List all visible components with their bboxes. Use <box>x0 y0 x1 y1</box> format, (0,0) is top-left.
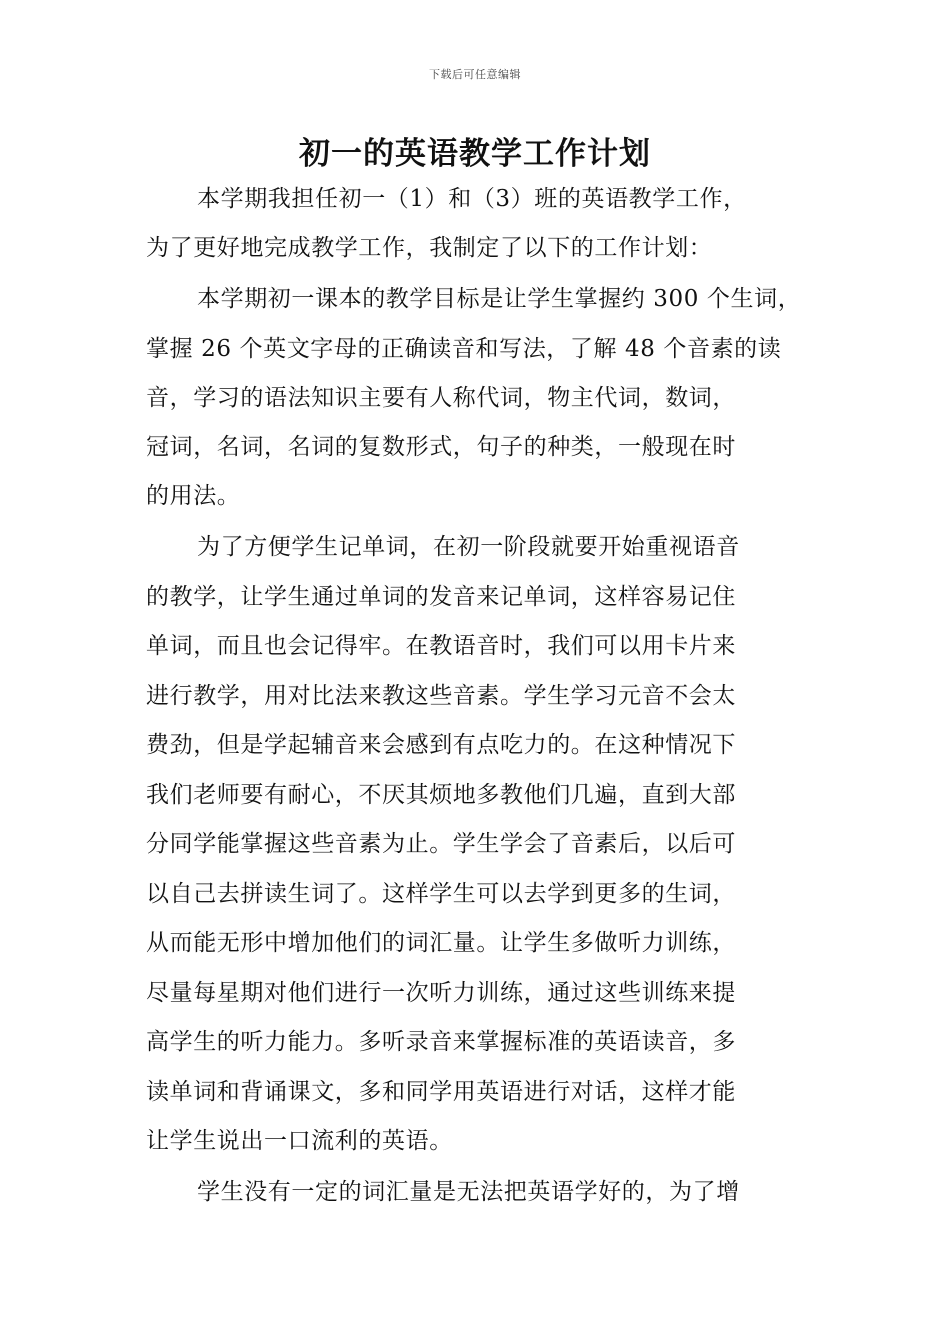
body-line: 尽量每星期对他们进行一次听力训练，通过这些训练来提 <box>146 980 736 1006</box>
body-line: 分同学能掌握这些音素为止。学生学会了音素后，以后可 <box>146 831 736 857</box>
body-line: 读单词和背诵课文，多和同学用英语进行对话，这样才能 <box>146 1079 736 1105</box>
body-line: 掌握 26 个英文字母的正确读音和写法，了解 48 个音素的读 <box>146 336 782 362</box>
body-line: 高学生的听力能力。多听录音来掌握标准的英语读音，多 <box>146 1029 736 1055</box>
body-line: 以自己去拼读生词了。这样学生可以去学到更多的生词， <box>146 881 736 907</box>
body-line: 单词，而且也会记得牢。在教语音时，我们可以用卡片来 <box>146 633 736 659</box>
document-title: 初一的英语教学工作计划 <box>299 136 651 172</box>
body-line: 让学生说出一口流利的英语。 <box>146 1128 453 1154</box>
body-line: 的教学，让学生通过单词的发音来记单词，这样容易记住 <box>146 584 736 610</box>
body-line: 为了更好地完成教学工作，我制定了以下的工作计划： <box>146 235 713 261</box>
body-line: 的用法。 <box>146 483 241 509</box>
body-line: 本学期我担任初一（1）和（3）班的英语教学工作， <box>197 186 747 212</box>
body-line: 从而能无形中增加他们的词汇量。让学生多做听力训练， <box>146 930 736 956</box>
body-line: 音，学习的语法知识主要有人称代词，物主代词，数词， <box>146 385 736 411</box>
body-line: 本学期初一课本的教学目标是让学生掌握约 300 个生词， <box>197 286 802 312</box>
body-line: 冠词，名词，名词的复数形式，句子的种类，一般现在时 <box>146 434 736 460</box>
header-note: 下载后可任意编辑 <box>429 68 521 81</box>
body-line: 费劲，但是学起辅音来会感到有点吃力的。在这种情况下 <box>146 732 736 758</box>
body-line: 为了方便学生记单词，在初一阶段就要开始重视语音 <box>197 534 740 560</box>
body-line: 学生没有一定的词汇量是无法把英语学好的，为了增 <box>197 1179 740 1205</box>
body-line: 我们老师要有耐心，不厌其烦地多教他们几遍，直到大部 <box>146 782 736 808</box>
body-line: 进行教学，用对比法来教这些音素。学生学习元音不会太 <box>146 683 736 709</box>
